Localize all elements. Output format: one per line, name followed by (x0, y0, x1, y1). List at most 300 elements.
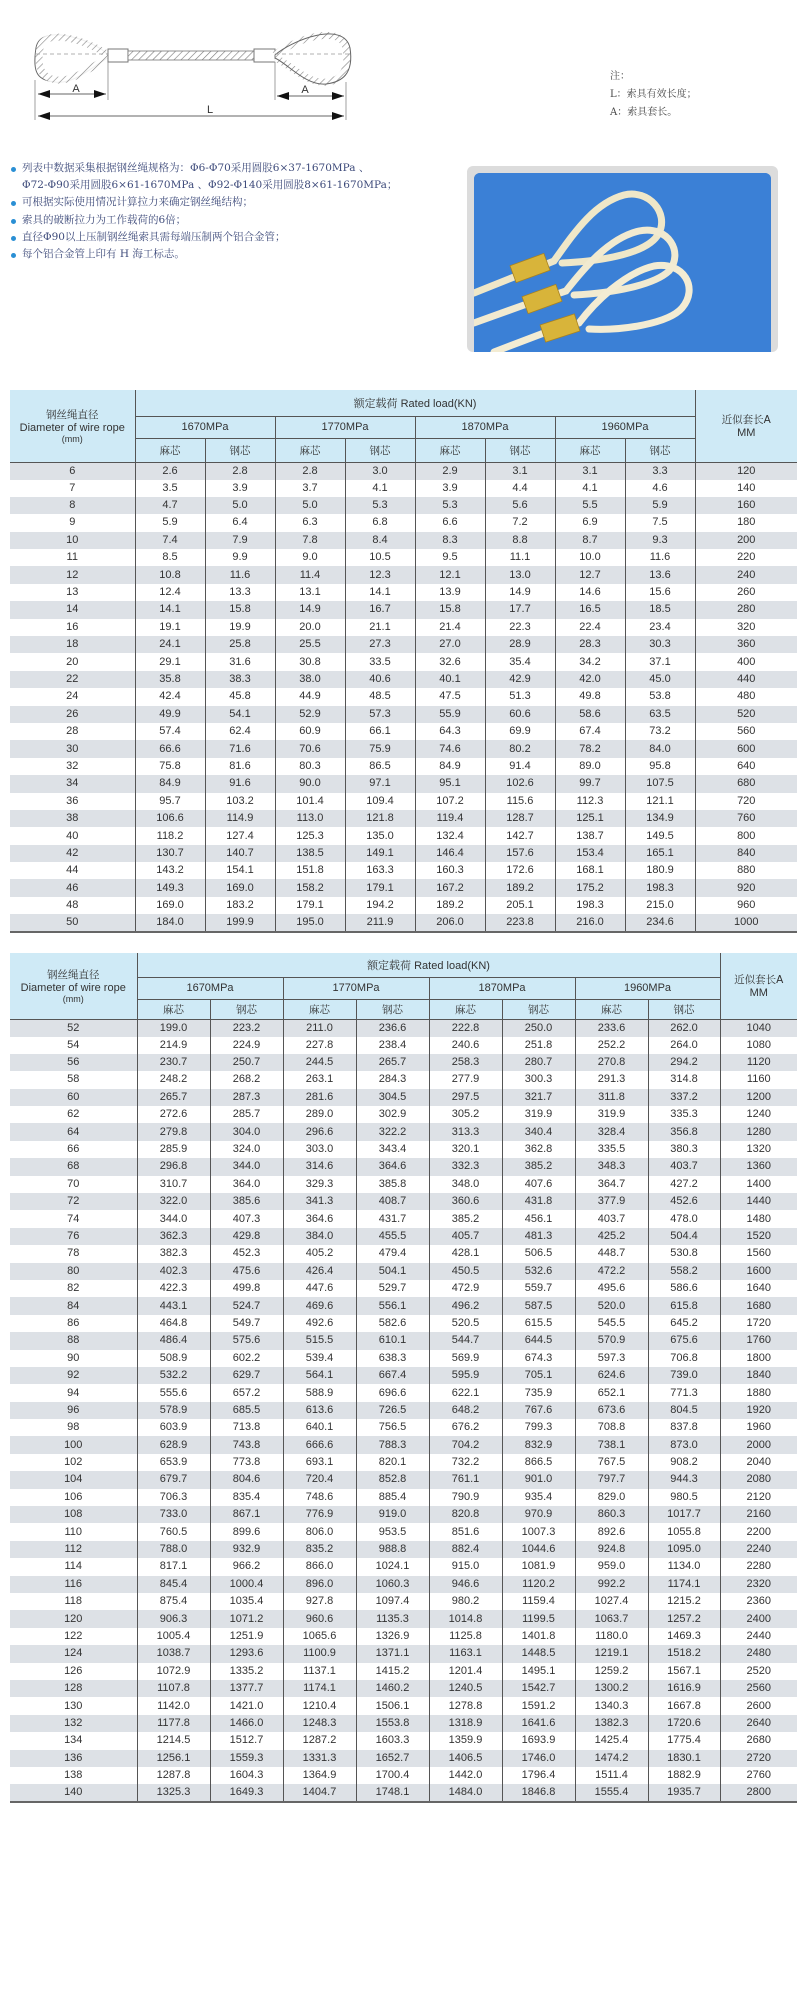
cell-steel-1870: 506.5 (502, 1245, 575, 1262)
cell-steel-1960: 452.6 (648, 1193, 720, 1210)
cell-fiber-1870: 313.3 (429, 1123, 502, 1140)
cell-sleeve-length: 1200 (720, 1089, 797, 1106)
cell-steel-1870: 319.9 (502, 1106, 575, 1123)
cell-fiber-1960: 364.7 (575, 1176, 648, 1193)
cell-steel-1870: 250.0 (502, 1019, 575, 1037)
cell-fiber-1770: 693.1 (283, 1454, 356, 1471)
diameter-header (10, 390, 135, 462)
cell-fiber-1960: 14.6 (555, 584, 625, 601)
cell-steel-1670: 114.9 (205, 810, 275, 827)
cell-steel-1770: 1024.1 (356, 1558, 429, 1575)
cell-sleeve-length: 2720 (720, 1750, 797, 1767)
cell-diameter: 18 (10, 636, 135, 653)
wire-rope-slings-illustration (474, 173, 771, 352)
cell-steel-1770: 667.4 (356, 1367, 429, 1384)
table-row (10, 1523, 797, 1540)
cell-fiber-1960: 252.2 (575, 1037, 648, 1054)
cell-diameter: 108 (10, 1506, 137, 1523)
cell-fiber-1770: 896.0 (283, 1576, 356, 1593)
cell-fiber-1670: 1072.9 (137, 1663, 210, 1680)
cell-steel-1960: 11.6 (625, 549, 695, 566)
cell-fiber-1960: 472.2 (575, 1263, 648, 1280)
cell-steel-1670: 1335.2 (210, 1663, 283, 1680)
cell-sleeve-length: 1760 (720, 1332, 797, 1349)
cell-steel-1770: 638.3 (356, 1350, 429, 1367)
cell-fiber-1670: 248.2 (137, 1071, 210, 1088)
cell-fiber-1770: 539.4 (283, 1350, 356, 1367)
fiber-core-header: 麻芯 (575, 999, 648, 1019)
cell-steel-1770: 529.7 (356, 1280, 429, 1297)
cell-steel-1870: 340.4 (502, 1123, 575, 1140)
table-row (10, 1558, 797, 1575)
cell-steel-1960: 1775.4 (648, 1732, 720, 1749)
cell-steel-1870: 223.8 (485, 914, 555, 932)
table-row (10, 1158, 797, 1175)
cell-steel-1960: 380.3 (648, 1141, 720, 1158)
cell-steel-1670: 835.4 (210, 1489, 283, 1506)
cell-fiber-1870: 9.5 (415, 549, 485, 566)
cell-diameter: 88 (10, 1332, 137, 1349)
cell-steel-1770: 1553.8 (356, 1715, 429, 1732)
cell-diameter: 40 (10, 827, 135, 844)
diameter-header-unit: (mm) (62, 994, 84, 1005)
cell-fiber-1670: 1107.8 (137, 1680, 210, 1697)
cell-fiber-1770: 1065.6 (283, 1628, 356, 1645)
cell-fiber-1960: 34.2 (555, 653, 625, 670)
cell-steel-1770: 66.1 (345, 723, 415, 740)
grade-header: 1960MPa (555, 416, 695, 438)
grade-header: 1770MPa (275, 416, 415, 438)
cell-fiber-1870: 146.4 (415, 845, 485, 862)
cell-sleeve-length: 1480 (720, 1210, 797, 1227)
cell-fiber-1870: 189.2 (415, 897, 485, 914)
cell-steel-1770: 4.1 (345, 480, 415, 497)
cell-steel-1960: 134.9 (625, 810, 695, 827)
cell-fiber-1960: 545.5 (575, 1315, 648, 1332)
cell-diameter: 82 (10, 1280, 137, 1297)
cell-fiber-1960: 175.2 (555, 879, 625, 896)
cell-fiber-1670: 3.5 (135, 480, 205, 497)
cell-steel-1670: 1035.4 (210, 1593, 283, 1610)
cell-steel-1960: 314.8 (648, 1071, 720, 1088)
cell-fiber-1960: 1063.7 (575, 1610, 648, 1627)
cell-steel-1770: 33.5 (345, 653, 415, 670)
cell-fiber-1960: 448.7 (575, 1245, 648, 1262)
cell-steel-1670: 475.6 (210, 1263, 283, 1280)
cell-fiber-1670: 14.1 (135, 601, 205, 618)
cell-fiber-1960: 168.1 (555, 862, 625, 879)
cell-diameter: 126 (10, 1663, 137, 1680)
cell-steel-1960: 706.8 (648, 1350, 720, 1367)
spec-notes-list (10, 160, 460, 263)
cell-fiber-1870: 704.2 (429, 1436, 502, 1453)
cell-fiber-1770: 329.3 (283, 1176, 356, 1193)
cell-steel-1770: 408.7 (356, 1193, 429, 1210)
cell-fiber-1770: 125.3 (275, 827, 345, 844)
cell-steel-1670: 1071.2 (210, 1610, 283, 1627)
cell-steel-1770: 75.9 (345, 740, 415, 757)
table-row (10, 1732, 797, 1749)
cell-diameter: 11 (10, 549, 135, 566)
cell-steel-1870: 832.9 (502, 1436, 575, 1453)
cell-fiber-1870: 320.1 (429, 1141, 502, 1158)
cell-sleeve-length: 160 (695, 497, 797, 514)
fiber-core-header: 麻芯 (283, 999, 356, 1019)
cell-steel-1960: 18.5 (625, 601, 695, 618)
table-row (10, 1419, 797, 1436)
cell-fiber-1670: 362.3 (137, 1228, 210, 1245)
cell-steel-1960: 837.8 (648, 1419, 720, 1436)
cell-steel-1960: 504.4 (648, 1228, 720, 1245)
cell-steel-1770: 10.5 (345, 549, 415, 566)
cell-fiber-1960: 12.7 (555, 566, 625, 583)
cell-fiber-1670: 169.0 (135, 897, 205, 914)
cell-steel-1870: 5.6 (485, 497, 555, 514)
cell-steel-1960: 121.1 (625, 793, 695, 810)
cell-steel-1670: 1293.6 (210, 1645, 283, 1662)
fiber-core-header: 麻芯 (429, 999, 502, 1019)
table-row (10, 1436, 797, 1453)
cell-fiber-1670: 628.9 (137, 1436, 210, 1453)
cell-steel-1770: 27.3 (345, 636, 415, 653)
cell-diameter: 44 (10, 862, 135, 879)
cell-fiber-1870: 84.9 (415, 758, 485, 775)
cell-steel-1960: 1830.1 (648, 1750, 720, 1767)
right-eye-loop (275, 35, 347, 82)
cell-steel-1870: 705.1 (502, 1367, 575, 1384)
cell-diameter: 76 (10, 1228, 137, 1245)
cell-fiber-1960: 67.4 (555, 723, 625, 740)
cell-fiber-1960: 335.5 (575, 1141, 648, 1158)
cell-steel-1870: 4.4 (485, 480, 555, 497)
cell-fiber-1870: 520.5 (429, 1315, 502, 1332)
cell-sleeve-length: 520 (695, 706, 797, 723)
fiber-core-header: 麻芯 (137, 999, 210, 1019)
cell-fiber-1870: 648.2 (429, 1402, 502, 1419)
steel-core-header: 钢芯 (356, 999, 429, 1019)
cell-diameter: 122 (10, 1628, 137, 1645)
grade-header: 1670MPa (135, 416, 275, 438)
cell-fiber-1870: 47.5 (415, 688, 485, 705)
table-row (10, 1037, 797, 1054)
cell-steel-1670: 1559.3 (210, 1750, 283, 1767)
cell-steel-1770: 57.3 (345, 706, 415, 723)
cell-steel-1770: 479.4 (356, 1245, 429, 1262)
fiber-core-header: 麻芯 (415, 438, 485, 462)
cell-steel-1770: 1135.3 (356, 1610, 429, 1627)
cell-fiber-1770: 1364.9 (283, 1767, 356, 1784)
cell-steel-1960: 15.6 (625, 584, 695, 601)
cell-fiber-1870: 851.6 (429, 1523, 502, 1540)
cell-sleeve-length: 1720 (720, 1315, 797, 1332)
cell-fiber-1770: 60.9 (275, 723, 345, 740)
cell-sleeve-length: 1600 (720, 1263, 797, 1280)
cell-fiber-1870: 258.3 (429, 1054, 502, 1071)
cell-steel-1870: 42.9 (485, 671, 555, 688)
cell-fiber-1960: 16.5 (555, 601, 625, 618)
cell-steel-1960: 675.6 (648, 1332, 720, 1349)
cell-steel-1670: 199.9 (205, 914, 275, 932)
cell-sleeve-length: 1800 (720, 1350, 797, 1367)
cell-fiber-1670: 95.7 (135, 793, 205, 810)
cell-steel-1870: 189.2 (485, 879, 555, 896)
diameter-header (10, 953, 137, 1019)
table-row (10, 1471, 797, 1488)
cell-steel-1870: 280.7 (502, 1054, 575, 1071)
cell-steel-1670: 743.8 (210, 1436, 283, 1453)
cell-diameter: 136 (10, 1750, 137, 1767)
cell-fiber-1870: 472.9 (429, 1280, 502, 1297)
cell-fiber-1670: 532.2 (137, 1367, 210, 1384)
table-row (10, 1019, 797, 1037)
cell-steel-1670: 899.6 (210, 1523, 283, 1540)
cell-fiber-1770: 1210.4 (283, 1697, 356, 1714)
table-row (10, 619, 797, 636)
cell-fiber-1670: 19.1 (135, 619, 205, 636)
cell-steel-1770: 194.2 (345, 897, 415, 914)
cell-fiber-1870: 21.4 (415, 619, 485, 636)
table-row (10, 1367, 797, 1384)
cell-fiber-1960: 125.1 (555, 810, 625, 827)
cell-sleeve-length: 2280 (720, 1558, 797, 1575)
cell-fiber-1870: 1484.0 (429, 1784, 502, 1802)
cell-fiber-1870: 360.6 (429, 1193, 502, 1210)
cell-fiber-1670: 49.9 (135, 706, 205, 723)
cell-steel-1960: 9.3 (625, 532, 695, 549)
cell-steel-1870: 1542.7 (502, 1680, 575, 1697)
cell-steel-1670: 140.7 (205, 845, 275, 862)
cell-fiber-1670: 130.7 (135, 845, 205, 862)
table-row (10, 1750, 797, 1767)
cell-steel-1770: 696.6 (356, 1384, 429, 1401)
cell-fiber-1770: 3.7 (275, 480, 345, 497)
cell-steel-1960: 1935.7 (648, 1784, 720, 1802)
cell-sleeve-length: 1840 (720, 1367, 797, 1384)
cell-steel-1960: 198.3 (625, 879, 695, 896)
cell-steel-1870: 615.5 (502, 1315, 575, 1332)
cell-steel-1960: 1882.9 (648, 1767, 720, 1784)
cell-steel-1960: 804.5 (648, 1402, 720, 1419)
cell-fiber-1670: 296.8 (137, 1158, 210, 1175)
cell-diameter: 114 (10, 1558, 137, 1575)
cell-sleeve-length: 180 (695, 514, 797, 531)
cell-sleeve-length: 2520 (720, 1663, 797, 1680)
cell-fiber-1770: 289.0 (283, 1106, 356, 1123)
cell-fiber-1770: 405.2 (283, 1245, 356, 1262)
cell-steel-1770: 364.6 (356, 1158, 429, 1175)
cell-fiber-1960: 4.1 (555, 480, 625, 497)
table-row (10, 793, 797, 810)
cell-steel-1870: 1746.0 (502, 1750, 575, 1767)
cell-diameter: 124 (10, 1645, 137, 1662)
cell-fiber-1770: 281.6 (283, 1089, 356, 1106)
cell-steel-1770: 582.6 (356, 1315, 429, 1332)
cell-steel-1770: 455.5 (356, 1228, 429, 1245)
label-l: L (206, 104, 214, 116)
cell-sleeve-length: 2400 (720, 1610, 797, 1627)
cell-steel-1770: 6.8 (345, 514, 415, 531)
rated-load-table-1 (10, 390, 797, 933)
cell-fiber-1960: 319.9 (575, 1106, 648, 1123)
cell-fiber-1960: 270.8 (575, 1054, 648, 1071)
cell-fiber-1770: 296.6 (283, 1123, 356, 1140)
cell-fiber-1960: 377.9 (575, 1193, 648, 1210)
cell-sleeve-length: 2360 (720, 1593, 797, 1610)
cell-steel-1770: 211.9 (345, 914, 415, 932)
cell-steel-1770: 179.1 (345, 879, 415, 896)
cell-fiber-1770: 101.4 (275, 793, 345, 810)
cell-steel-1960: 13.6 (625, 566, 695, 583)
cell-sleeve-length: 280 (695, 601, 797, 618)
steel-core-header: 钢芯 (345, 438, 415, 462)
cell-fiber-1870: 1163.1 (429, 1645, 502, 1662)
cell-fiber-1670: 184.0 (135, 914, 205, 932)
diameter-header-cn: 钢丝绳直径 (46, 409, 99, 422)
cell-diameter: 80 (10, 1263, 137, 1280)
cell-fiber-1870: 5.3 (415, 497, 485, 514)
cell-diameter: 68 (10, 1158, 137, 1175)
sleeve-length-header-cn: 近似套长A (721, 414, 771, 427)
cell-fiber-1770: 1287.2 (283, 1732, 356, 1749)
table-row (10, 758, 797, 775)
cell-fiber-1960: 10.0 (555, 549, 625, 566)
cell-sleeve-length: 1520 (720, 1228, 797, 1245)
cell-fiber-1960: 6.9 (555, 514, 625, 531)
cell-fiber-1960: 311.8 (575, 1089, 648, 1106)
cell-fiber-1960: 89.0 (555, 758, 625, 775)
cell-steel-1960: 53.8 (625, 688, 695, 705)
cell-steel-1960: 84.0 (625, 740, 695, 757)
cell-sleeve-length: 2640 (720, 1715, 797, 1732)
table-row (10, 584, 797, 601)
cell-steel-1870: 1159.4 (502, 1593, 575, 1610)
cell-fiber-1960: 738.1 (575, 1436, 648, 1453)
cell-sleeve-length: 2040 (720, 1454, 797, 1471)
cell-fiber-1670: 29.1 (135, 653, 205, 670)
table-row (10, 1541, 797, 1558)
cell-diameter: 48 (10, 897, 135, 914)
fiber-core-header: 麻芯 (555, 438, 625, 462)
cell-fiber-1960: 348.3 (575, 1158, 648, 1175)
cell-fiber-1870: 732.2 (429, 1454, 502, 1471)
cell-steel-1770: 149.1 (345, 845, 415, 862)
table-row (10, 1454, 797, 1471)
cell-steel-1670: 45.8 (205, 688, 275, 705)
cell-steel-1960: 944.3 (648, 1471, 720, 1488)
cell-fiber-1770: 1137.1 (283, 1663, 356, 1680)
cell-steel-1670: 3.9 (205, 480, 275, 497)
cell-steel-1960: 5.9 (625, 497, 695, 514)
cell-diameter: 92 (10, 1367, 137, 1384)
cell-diameter: 28 (10, 723, 135, 740)
cell-steel-1870: 1401.8 (502, 1628, 575, 1645)
table-row (10, 1610, 797, 1627)
cell-diameter: 86 (10, 1315, 137, 1332)
cell-steel-1670: 38.3 (205, 671, 275, 688)
cell-diameter: 98 (10, 1419, 137, 1436)
table-row (10, 1054, 797, 1071)
bullet-item: 索具的破断拉力为工作载荷的6倍； (10, 212, 460, 229)
cell-steel-1870: 11.1 (485, 549, 555, 566)
cell-fiber-1770: 515.5 (283, 1332, 356, 1349)
table-row (10, 1071, 797, 1088)
cell-diameter: 9 (10, 514, 135, 531)
cell-fiber-1770: 14.9 (275, 601, 345, 618)
cell-fiber-1670: 214.9 (137, 1037, 210, 1054)
table-row (10, 1176, 797, 1193)
cell-steel-1870: 13.0 (485, 566, 555, 583)
cell-fiber-1770: 447.6 (283, 1280, 356, 1297)
cell-steel-1960: 645.2 (648, 1315, 720, 1332)
cell-fiber-1670: 508.9 (137, 1350, 210, 1367)
cell-steel-1870: 935.4 (502, 1489, 575, 1506)
cell-fiber-1670: 760.5 (137, 1523, 210, 1540)
cell-steel-1670: 154.1 (205, 862, 275, 879)
cell-fiber-1770: 263.1 (283, 1071, 356, 1088)
cell-steel-1770: 5.3 (345, 497, 415, 514)
dimension-a-left (38, 83, 106, 98)
cell-fiber-1870: 820.8 (429, 1506, 502, 1523)
cell-steel-1770: 756.5 (356, 1419, 429, 1436)
cell-sleeve-length: 480 (695, 688, 797, 705)
cell-steel-1960: 403.7 (648, 1158, 720, 1175)
cell-fiber-1770: 13.1 (275, 584, 345, 601)
cell-sleeve-length: 1640 (720, 1280, 797, 1297)
cell-fiber-1670: 845.4 (137, 1576, 210, 1593)
cell-fiber-1670: 230.7 (137, 1054, 210, 1071)
cell-sleeve-length: 2120 (720, 1489, 797, 1506)
cell-diameter: 62 (10, 1106, 137, 1123)
table-row (10, 1297, 797, 1314)
table-row (10, 1263, 797, 1280)
cell-diameter: 30 (10, 740, 135, 757)
cell-sleeve-length: 120 (695, 462, 797, 480)
cell-fiber-1670: 679.7 (137, 1471, 210, 1488)
diameter-header-en: Diameter of wire rope (19, 422, 125, 435)
cell-fiber-1770: 640.1 (283, 1419, 356, 1436)
cell-steel-1870: 22.3 (485, 619, 555, 636)
cell-diameter: 12 (10, 566, 135, 583)
cell-fiber-1770: 564.1 (283, 1367, 356, 1384)
cell-sleeve-length: 960 (695, 897, 797, 914)
bullet-item: 可根据实际使用情况计算拉力来确定钢丝绳结构； (10, 194, 460, 211)
cell-sleeve-length: 220 (695, 549, 797, 566)
cell-fiber-1670: 8.5 (135, 549, 205, 566)
cell-fiber-1870: 74.6 (415, 740, 485, 757)
cell-fiber-1770: 38.0 (275, 671, 345, 688)
cell-diameter: 34 (10, 775, 135, 792)
cell-fiber-1770: 80.3 (275, 758, 345, 775)
cell-diameter: 20 (10, 653, 135, 670)
bullet-item: 直径Φ90以上压制钢丝绳索具需每端压制两个铝合金管； (10, 229, 460, 246)
cell-fiber-1770: 666.6 (283, 1436, 356, 1453)
table-row (10, 1697, 797, 1714)
left-sleeve (108, 49, 128, 62)
cell-fiber-1770: 158.2 (275, 879, 345, 896)
cell-steel-1870: 321.7 (502, 1089, 575, 1106)
cell-diameter: 7 (10, 480, 135, 497)
cell-fiber-1770: 835.2 (283, 1541, 356, 1558)
cell-fiber-1870: 1278.8 (429, 1697, 502, 1714)
cell-steel-1670: 5.0 (205, 497, 275, 514)
cell-fiber-1670: 1038.7 (137, 1645, 210, 1662)
cell-fiber-1960: 597.3 (575, 1350, 648, 1367)
cell-sleeve-length: 1040 (720, 1019, 797, 1037)
table-row (10, 688, 797, 705)
table-row (10, 862, 797, 879)
steel-core-header: 钢芯 (210, 999, 283, 1019)
cell-fiber-1670: 422.3 (137, 1280, 210, 1297)
